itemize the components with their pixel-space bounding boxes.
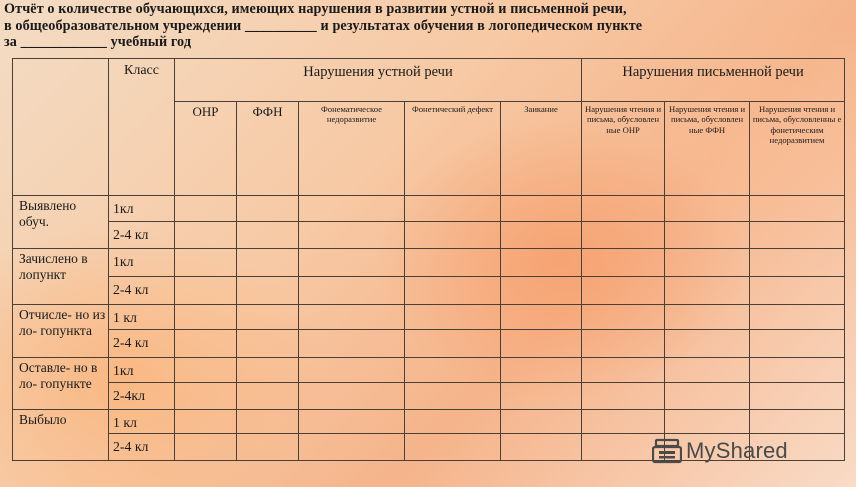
table-cell bbox=[582, 277, 665, 305]
col-header-written-ffn: Нарушения чтения и письма, обусловлен ные ФФН bbox=[665, 102, 750, 196]
table-cell bbox=[501, 330, 582, 358]
myshared-watermark bbox=[652, 437, 788, 465]
col-header-phonemic: Фонематическое недоразвитие bbox=[299, 102, 405, 196]
row-class-label: 2-4 кл bbox=[109, 222, 175, 249]
row-class-label: 1кл bbox=[109, 196, 175, 222]
row-class-label: 1кл bbox=[109, 249, 175, 277]
table-cell bbox=[665, 410, 750, 434]
row-class-label: 1 кл bbox=[109, 410, 175, 434]
table-row bbox=[13, 222, 845, 249]
table-cell bbox=[237, 249, 299, 277]
table-cell bbox=[405, 277, 501, 305]
table-cell bbox=[501, 249, 582, 277]
table-cell bbox=[665, 305, 750, 330]
table-row bbox=[13, 277, 845, 305]
col-header-written-phonetic: Нарушения чтения и письма, обусловленны е фонетическим недоразвитием bbox=[750, 102, 845, 196]
class-header: Класс bbox=[109, 59, 175, 196]
table-cell bbox=[665, 249, 750, 277]
table-row bbox=[13, 383, 845, 410]
table-cell bbox=[175, 305, 237, 330]
row-class-label: 2-4 кл bbox=[109, 434, 175, 461]
table-cell bbox=[665, 358, 750, 383]
table-cell bbox=[750, 383, 845, 410]
table-cell bbox=[665, 383, 750, 410]
table-cell bbox=[237, 410, 299, 434]
table-cell bbox=[501, 434, 582, 461]
table-cell bbox=[501, 305, 582, 330]
table-cell bbox=[175, 196, 237, 222]
col-header-ffn: ФФН bbox=[237, 102, 299, 196]
written-speech-header: Нарушения письменной речи bbox=[582, 59, 845, 102]
row-category-label: Зачислено в лопункт bbox=[13, 249, 109, 305]
table-cell bbox=[237, 358, 299, 383]
table-cell bbox=[582, 305, 665, 330]
table-cell bbox=[405, 249, 501, 277]
table-row bbox=[13, 358, 845, 383]
table-cell bbox=[405, 410, 501, 434]
table-cell bbox=[501, 196, 582, 222]
table-cell bbox=[237, 330, 299, 358]
heading-line-1: Отчёт о количестве обучающихся, имеющих нарушения в развитии устной и письменной речи, bbox=[4, 1, 627, 17]
table-cell bbox=[665, 277, 750, 305]
table-cell bbox=[175, 434, 237, 461]
table-cell bbox=[299, 305, 405, 330]
col-header-onr: ОНР bbox=[175, 102, 237, 196]
table-cell bbox=[299, 196, 405, 222]
table-cell bbox=[237, 222, 299, 249]
table-cell bbox=[750, 358, 845, 383]
table-cell bbox=[750, 222, 845, 249]
table-row bbox=[13, 249, 845, 277]
table-cell bbox=[405, 196, 501, 222]
table-cell bbox=[175, 330, 237, 358]
watermark-text: MyShared bbox=[686, 438, 788, 463]
table-cell bbox=[750, 410, 845, 434]
heading-line-2: в общеобразовательном учреждении __________ и результатах обучения в логопедическом пункте bbox=[4, 17, 643, 34]
oral-speech-header: Нарушения устной речи bbox=[175, 59, 582, 102]
table-cell bbox=[501, 222, 582, 249]
table-cell bbox=[237, 196, 299, 222]
table-row bbox=[13, 410, 845, 434]
table-cell bbox=[750, 249, 845, 277]
table-cell bbox=[750, 196, 845, 222]
table-cell bbox=[665, 222, 750, 249]
col-header-written-onr: Нарушения чтения и письма, обусловлен ные ОНР bbox=[582, 102, 665, 196]
table-cell bbox=[299, 330, 405, 358]
table-cell bbox=[405, 383, 501, 410]
table-cell bbox=[582, 196, 665, 222]
table-cell bbox=[501, 383, 582, 410]
table-cell bbox=[750, 330, 845, 358]
table-cell bbox=[175, 277, 237, 305]
table-cell bbox=[299, 410, 405, 434]
table-cell bbox=[405, 305, 501, 330]
row-class-label: 1 кл bbox=[109, 305, 175, 330]
table-cell bbox=[750, 277, 845, 305]
table-cell bbox=[299, 383, 405, 410]
table-cell bbox=[237, 383, 299, 410]
table-cell bbox=[582, 222, 665, 249]
table-cell bbox=[175, 383, 237, 410]
table-cell bbox=[665, 330, 750, 358]
table-cell bbox=[582, 383, 665, 410]
table-cell bbox=[237, 277, 299, 305]
table-cell bbox=[501, 358, 582, 383]
row-category-label: Выбыло bbox=[13, 410, 109, 461]
table-cell bbox=[175, 410, 237, 434]
table-row bbox=[13, 330, 845, 358]
row-category-label: Выявлено обуч. bbox=[13, 196, 109, 249]
table-cell bbox=[501, 410, 582, 434]
table-cell bbox=[405, 358, 501, 383]
table-row bbox=[13, 196, 845, 222]
table-cell bbox=[405, 330, 501, 358]
table-cell bbox=[299, 222, 405, 249]
table-cell bbox=[299, 434, 405, 461]
table-cell bbox=[582, 410, 665, 434]
table-cell bbox=[299, 249, 405, 277]
table-cell bbox=[175, 358, 237, 383]
table-row bbox=[13, 305, 845, 330]
table-cell bbox=[405, 222, 501, 249]
myshared-logo-icon bbox=[652, 438, 682, 464]
table-cell bbox=[405, 434, 501, 461]
table-cell bbox=[237, 305, 299, 330]
row-class-label: 2-4 кл bbox=[109, 277, 175, 305]
table-cell bbox=[237, 434, 299, 461]
table-cell bbox=[582, 249, 665, 277]
table-cell bbox=[750, 305, 845, 330]
table-cell bbox=[501, 277, 582, 305]
corner-cell bbox=[13, 59, 109, 196]
row-class-label: 2-4 кл bbox=[109, 330, 175, 358]
row-category-label: Оставле- но в ло- гопункте bbox=[13, 358, 109, 410]
report-table bbox=[12, 58, 845, 461]
table-cell bbox=[582, 358, 665, 383]
report-heading bbox=[4, 1, 852, 51]
row-class-label: 2-4кл bbox=[109, 383, 175, 410]
col-header-stuttering: Заикание bbox=[501, 102, 582, 196]
row-category-label: Отчисле- но из ло- гопункта bbox=[13, 305, 109, 358]
table-cell bbox=[665, 196, 750, 222]
table-cell bbox=[175, 222, 237, 249]
col-header-phonetic: Фонетический дефект bbox=[405, 102, 501, 196]
heading-line-3: за ____________ учебный год bbox=[4, 34, 192, 51]
row-class-label: 1кл bbox=[109, 358, 175, 383]
table-cell bbox=[299, 277, 405, 305]
table-cell bbox=[175, 249, 237, 277]
table-cell bbox=[299, 358, 405, 383]
table-cell bbox=[582, 330, 665, 358]
